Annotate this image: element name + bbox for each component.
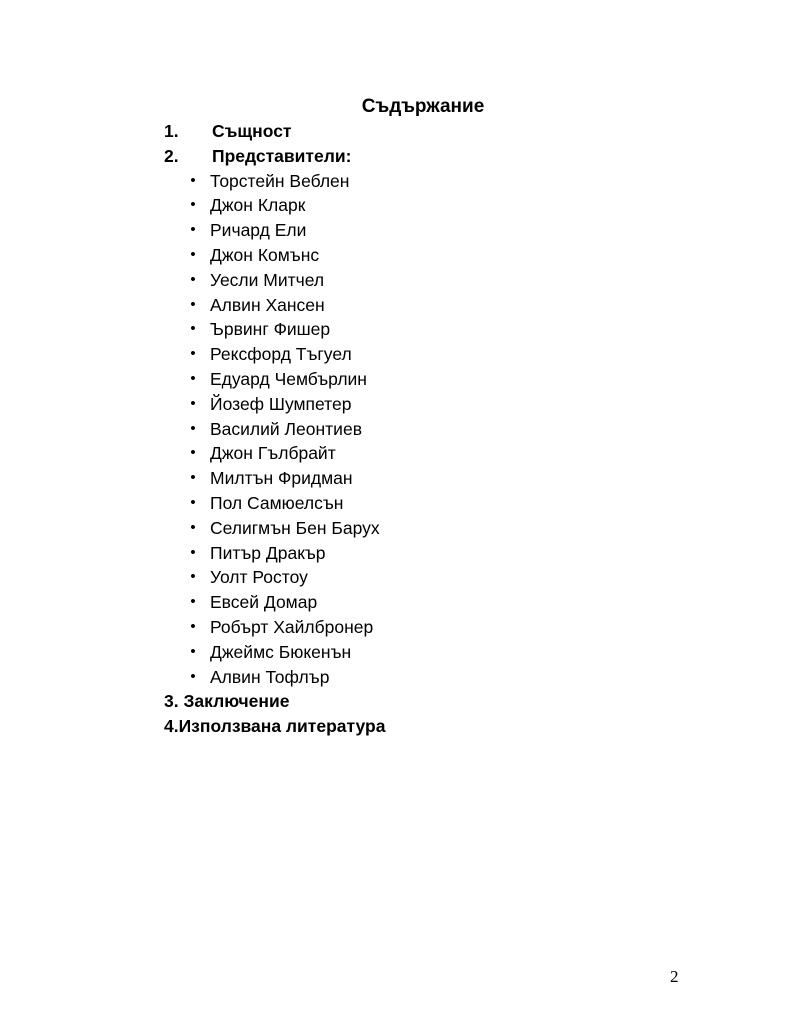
representative-name: Алвин Тофлър: [210, 666, 330, 687]
representative-name: Милтън Фридман: [210, 468, 353, 489]
bullet-icon: •: [190, 245, 196, 263]
representative-name: Уолт Ростоу: [210, 567, 308, 588]
bullet-icon: •: [190, 320, 196, 338]
toc-section-references: 4.Използвана литература: [164, 716, 386, 737]
bullet-icon: •: [190, 394, 196, 412]
page-title: Съдържание: [361, 96, 485, 117]
list-item: [164, 466, 684, 491]
section-label: Представители:: [212, 145, 352, 166]
list-item: [164, 342, 684, 367]
toc-section-conclusion: 3. Заключение: [164, 691, 290, 712]
representative-name: Джон Гълбрайт: [210, 443, 336, 464]
list-item: [164, 193, 684, 218]
list-item: [164, 218, 684, 243]
representative-name: Алвин Хансен: [210, 294, 325, 315]
representative-name: Едуард Чембърлин: [210, 368, 367, 389]
bullet-icon: •: [190, 667, 196, 685]
representative-name: Евсей Домар: [210, 592, 318, 613]
bullet-icon: •: [190, 642, 196, 660]
page-number: 2: [670, 967, 679, 986]
section-number: 1.: [164, 121, 179, 141]
list-item: [164, 243, 684, 268]
toc-section-essence: [164, 119, 684, 144]
bullet-icon: •: [190, 493, 196, 511]
list-item: [164, 417, 684, 442]
bullet-icon: •: [190, 543, 196, 561]
representative-name: Питър Дракър: [210, 542, 326, 563]
list-item: [164, 169, 684, 194]
list-item: [164, 665, 684, 690]
bullet-icon: •: [190, 345, 196, 363]
bullet-icon: •: [190, 518, 196, 536]
bullet-icon: •: [190, 419, 196, 437]
list-item: [164, 640, 684, 665]
list-item: [164, 268, 684, 293]
representative-name: Джеймс Бюкенън: [210, 641, 352, 662]
representative-name: Джон Кларк: [210, 195, 306, 216]
list-item: [164, 392, 684, 417]
list-item: [164, 565, 684, 590]
bullet-icon: •: [190, 270, 196, 288]
bullet-icon: •: [190, 617, 196, 635]
list-item: [164, 615, 684, 640]
representative-name: Джон Комънс: [210, 244, 320, 265]
representative-name: Йозеф Шумпетер: [210, 393, 352, 414]
bullet-icon: •: [190, 171, 196, 189]
representative-name: Ричард Ели: [210, 220, 307, 241]
bullet-icon: •: [190, 295, 196, 313]
toc-section-representatives: [164, 144, 684, 169]
representative-name: Торстейн Веблен: [210, 170, 350, 191]
bullet-icon: •: [190, 369, 196, 387]
section-number: 2.: [164, 145, 179, 166]
bullet-icon: •: [190, 444, 196, 462]
list-item: [164, 293, 684, 318]
bullet-icon: •: [190, 593, 196, 611]
list-item: [164, 541, 684, 566]
representative-name: Пол Самюелсън: [210, 492, 344, 513]
representative-name: Селигмън Бен Барух: [210, 517, 380, 538]
list-item: [164, 367, 684, 392]
bullet-icon: •: [190, 196, 196, 214]
section-label: Същност: [212, 121, 292, 141]
list-item: [164, 590, 684, 615]
bullet-icon: •: [190, 221, 196, 239]
representative-name: Робърт Хайлбронер: [210, 616, 374, 637]
representative-name: Ървинг Фишер: [210, 319, 331, 340]
table-of-contents: [164, 119, 684, 739]
list-item: [164, 317, 684, 342]
representative-name: Уесли Митчел: [210, 269, 325, 290]
bullet-icon: •: [190, 469, 196, 487]
bullet-icon: •: [190, 568, 196, 586]
list-item: [164, 491, 684, 516]
representative-name: Рексфорд Тъгуел: [210, 344, 352, 365]
list-item: [164, 516, 684, 541]
representatives-list: [164, 169, 684, 690]
list-item: [164, 441, 684, 466]
representative-name: Василий Леонтиев: [210, 418, 362, 439]
